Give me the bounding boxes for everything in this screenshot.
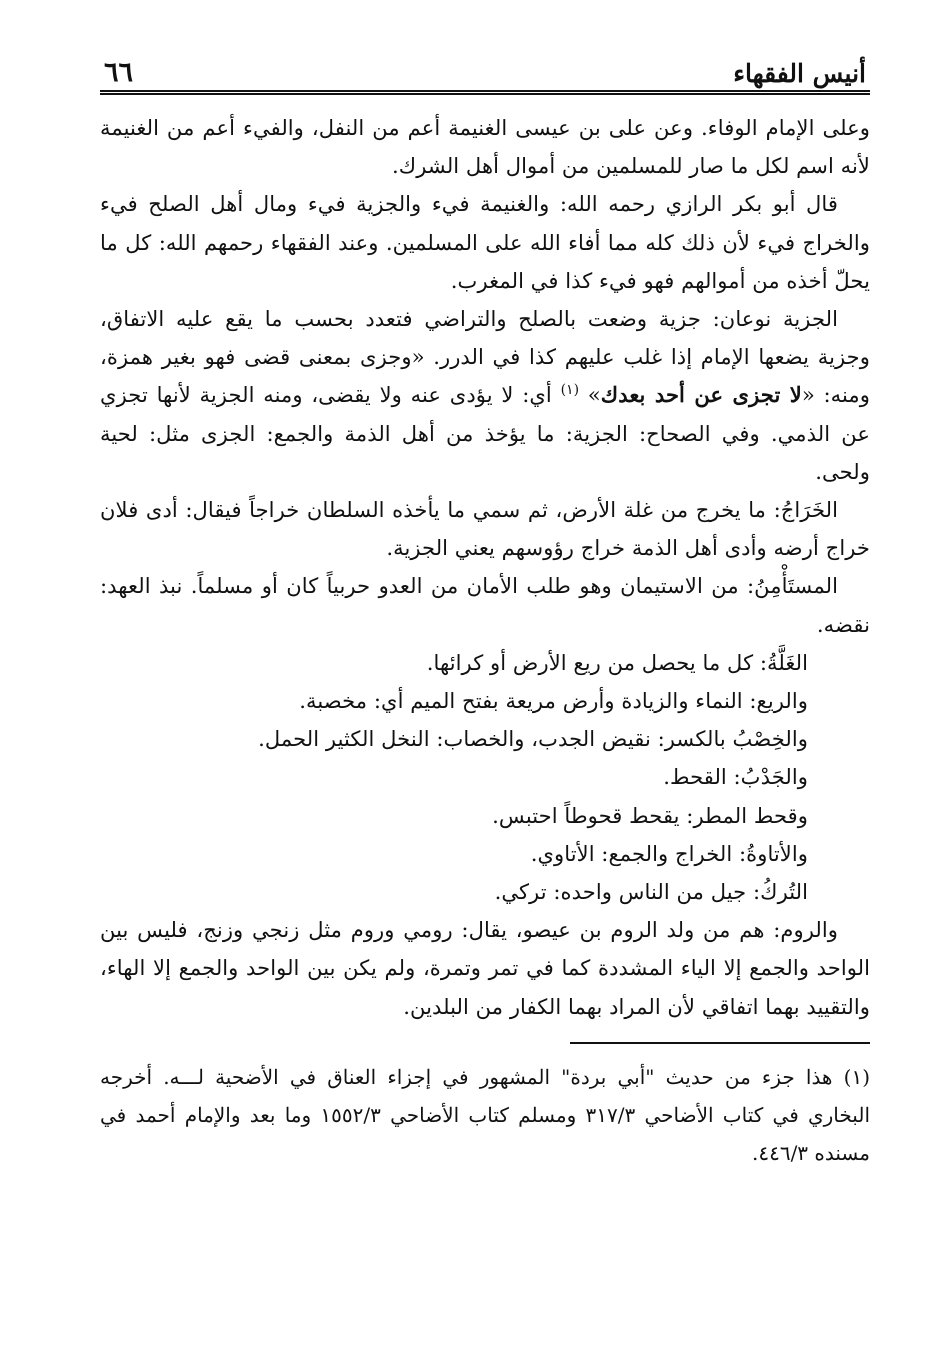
footnotes [100,1058,870,1172]
book-page [100,40,870,1172]
footnote-reference[interactable]: (١) [560,382,580,399]
page-number: ٦٦ [104,57,134,88]
line-khisb: والخِصْبُ بالكسر: نقيض الجدب، والخصاب: النخل الكثير الحمل. [258,726,808,752]
hadith-quote: لا تجزى عن أحد بعدك [600,382,802,408]
line-turk: التُركُ: جيل من الناس واحده: تركي. [494,879,808,905]
jizya-text-c: أي: لا يؤدى عنه ولا يقضى، ومنه الجزية لأنها تجزي عن الذمي. وفي الصحاح: الجزية: ما يؤخذ من أهل الذمة والجمع: الجزى مثل: لحية ولحى. [100,382,870,484]
page-body [100,109,870,1026]
line-ghalla: الغَلَّةُ: كل ما يحصل من ريع الأرض أو كرائها. [426,649,808,675]
line-rai: والريع: النماء والزيادة وأرض مريعة بفتح الميم أي: مخصبة. [299,688,808,714]
line-qaht: وقحط المطر: يقحط قحوطاً احتبس. [492,802,808,828]
line-itawa: والأتاوةُ: الخراج والجمع: الأتاوي. [530,840,808,866]
paragraph-jizya [100,300,870,491]
jizya-text-a: الجزية نوعان: جزية وضعت بالصلح والتراضي فتعدد بحسب ما يقع عليه الاتفاق، وجزية يضعها الإمام إذا غلب عليهم كذا في الدرر. «وجزى بمعنى قضى فهو بغير همزة، ومنه: « [100,306,870,408]
paragraph-razi: قال أبو بكر الرازي رحمه الله: والغنيمة فيء والجزية فيء ومال أهل الصلح فيء والخراج فيء لأن ذلك كله مما أفاء الله على المسلمين. وعند الفقهاء رحمهم الله: كل ما يحلّ أخذه من أموالهم فهو فيء كذا في المغرب. [100,191,870,293]
page-header [100,40,870,95]
paragraph-ghanima: وعلى الإمام الوفاء. وعن على بن عيسى الغنيمة أعم من النفل، والفيء أعم من الغنيمة لأنه اسم لكل ما صار للمسلمين من أموال أهل الشرك. [100,115,870,179]
book-title: أنيس الفقهاء [733,59,866,88]
line-jadb: والجَدْبُ: القحط. [663,764,808,790]
paragraph-rum: والروم: هم من ولد الروم بن عيصو، يقال: رومي وروم مثل زنجي وزنج، فليس بين الواحد والجمع إلا الياء المشددة كما في تمر وتمرة، ولم يكن بين الواحد والجمع إلا الهاء، والتقييد بهما اتفاقي لأن المراد بهما الكفار من البلدين. [100,917,870,1019]
paragraph-mustamin: المستَأْمِنُ: من الاستيمان وهو طلب الأمان من العدو حربياً كان أو مسلماً. نبذ العهد: نقضه. [100,573,870,637]
jizya-text-b: » [587,382,601,408]
paragraph-kharaj: الخَرَاجُ: ما يخرج من غلة الأرض، ثم سمي ما يأخذه السلطان خراجاً فيقال: أدى فلان خراج أرضه وأدى أهل الذمة خراج رؤوسهم يعني الجزية. [100,497,870,561]
footnote-1: (١) هذا جزء من حديث "أبي بردة" المشهور في إجزاء العناق في الأضحية لـــه. أخرجه البخاري في كتاب الأضاحي ٣١٧/٣ ومسلم كتاب الأضاحي ١٥٥٢/٣ وما بعد والإمام أحمد في مسنده ٤٤٦/٣. [100,1064,870,1165]
footnote-divider [570,1042,870,1044]
